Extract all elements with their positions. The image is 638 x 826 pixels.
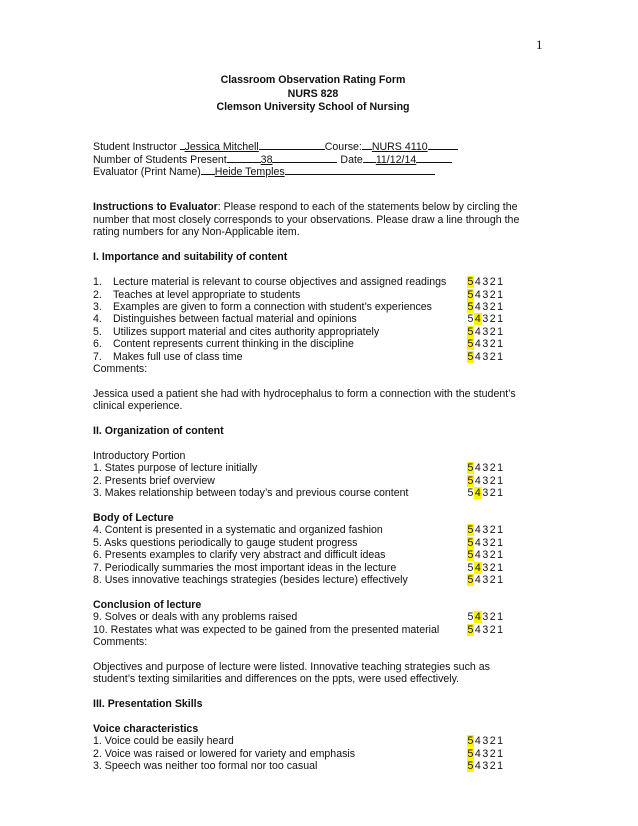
rating-option[interactable]: 3 bbox=[482, 561, 489, 574]
conclusion-items bbox=[93, 611, 533, 636]
rating-option[interactable]: 1 bbox=[497, 536, 504, 549]
rating-option[interactable]: 2 bbox=[489, 325, 497, 338]
rating-option[interactable]: 2 bbox=[489, 487, 497, 500]
item-number: 7. bbox=[93, 350, 102, 363]
item-text: 8. Uses innovative teachings strategies (besides lecture) effectively bbox=[93, 573, 408, 586]
rating-option[interactable]: 4 bbox=[474, 623, 482, 636]
form-title-line: Classroom Observation Rating Form bbox=[220, 74, 406, 86]
form-title bbox=[93, 74, 533, 115]
rating-item bbox=[93, 549, 533, 561]
item-number: 5. bbox=[93, 325, 102, 338]
rating-form bbox=[93, 74, 533, 773]
rating-option[interactable]: 2 bbox=[489, 288, 497, 301]
rating-option[interactable]: 5 bbox=[467, 747, 474, 760]
item-number: 2. bbox=[93, 288, 102, 301]
item-text: Makes full use of class time bbox=[113, 350, 243, 363]
item-text: 9. Solves or deals with any problems raised bbox=[93, 611, 298, 624]
course-value: NURS 4110 bbox=[371, 141, 428, 154]
item-text: 2. Voice was raised or lowered for variety and emphasis bbox=[93, 747, 356, 760]
date-label: Date bbox=[340, 153, 363, 166]
rating-scale bbox=[467, 487, 504, 499]
rating-option[interactable]: 1 bbox=[497, 747, 504, 760]
rating-scale bbox=[467, 574, 504, 586]
rating-option[interactable]: 4 bbox=[474, 300, 482, 313]
rating-option[interactable]: 3 bbox=[482, 300, 489, 313]
section-2-title: II. Organization of content bbox=[93, 425, 224, 438]
rating-option[interactable]: 3 bbox=[482, 487, 489, 500]
rating-option[interactable]: 5 bbox=[467, 325, 474, 338]
instructions-text: : Please respond to each of the statements below by circling the number that most closely corresponds to your observations. Please draw a line through the rating numbers for any Non-Applicable item. bbox=[93, 201, 520, 239]
voice-items bbox=[93, 735, 533, 772]
rating-item bbox=[93, 351, 533, 363]
item-text: Lecture material is relevant to course objectives and assigned readings bbox=[113, 276, 447, 289]
rating-option[interactable]: 5 bbox=[467, 300, 474, 313]
section-2-comments-label: Comments: bbox=[93, 635, 148, 648]
rating-option[interactable]: 1 bbox=[497, 276, 504, 289]
date-value: 11/12/14 bbox=[375, 153, 417, 166]
rating-scale bbox=[467, 624, 504, 636]
item-text: 5. Asks questions periodically to gauge student progress bbox=[93, 536, 358, 549]
rating-option[interactable]: 4 bbox=[474, 524, 482, 537]
rating-option[interactable]: 2 bbox=[489, 536, 497, 549]
rating-scale bbox=[467, 549, 504, 561]
rating-option[interactable]: 3 bbox=[482, 524, 489, 537]
rating-option[interactable]: 4 bbox=[474, 313, 482, 326]
rating-option[interactable]: 4 bbox=[474, 338, 482, 351]
rating-option[interactable]: 1 bbox=[497, 288, 504, 301]
rating-item bbox=[93, 276, 533, 288]
item-text: 2. Presents brief overview bbox=[93, 474, 215, 487]
rating-option[interactable]: 3 bbox=[482, 474, 489, 487]
item-text: Teaches at level appropriate to students bbox=[113, 288, 301, 301]
rating-option[interactable]: 4 bbox=[474, 462, 482, 475]
students-value: 38 bbox=[260, 153, 273, 166]
item-text: 1. States purpose of lecture initially bbox=[93, 462, 258, 475]
rating-option[interactable]: 3 bbox=[482, 611, 489, 624]
rating-scale bbox=[467, 276, 504, 288]
students-date-line bbox=[93, 152, 533, 164]
body-items bbox=[93, 524, 533, 586]
section-2-comment: Objectives and purpose of lecture were listed. Innovative teaching strategies such as student’s texting similarities and differences on the ppts, were used effectively. bbox=[93, 660, 490, 686]
rating-item bbox=[93, 574, 533, 586]
rating-option[interactable]: 1 bbox=[497, 487, 504, 500]
rating-option[interactable]: 5 bbox=[467, 760, 474, 773]
rating-option[interactable]: 5 bbox=[467, 313, 474, 326]
instructor-course-line bbox=[93, 139, 533, 154]
item-text: Distinguishes between factual material and opinions bbox=[113, 313, 357, 326]
rating-option[interactable]: 3 bbox=[482, 338, 489, 351]
rating-option[interactable]: 2 bbox=[489, 611, 497, 624]
rating-option[interactable]: 1 bbox=[497, 735, 504, 748]
intro-items bbox=[93, 462, 533, 499]
page-number: 1 bbox=[536, 37, 543, 52]
instructions bbox=[93, 201, 533, 239]
section-3-title: III. Presentation Skills bbox=[93, 698, 203, 711]
rating-option[interactable]: 1 bbox=[497, 611, 504, 624]
rating-option[interactable]: 2 bbox=[489, 573, 497, 586]
item-number: 3. bbox=[93, 300, 102, 313]
rating-item bbox=[93, 524, 533, 536]
rating-option[interactable]: 4 bbox=[474, 536, 482, 549]
rating-option[interactable]: 5 bbox=[467, 474, 474, 487]
rating-option[interactable]: 1 bbox=[497, 350, 504, 363]
rating-option[interactable]: 4 bbox=[474, 325, 482, 338]
course-code-title: NURS 828 bbox=[287, 87, 339, 100]
rating-option[interactable]: 2 bbox=[489, 462, 497, 475]
rating-option[interactable]: 2 bbox=[489, 300, 497, 313]
instructor-value: Jessica Mitchell bbox=[184, 141, 259, 154]
rating-item bbox=[93, 611, 533, 623]
rating-item bbox=[93, 338, 533, 350]
rating-option[interactable]: 3 bbox=[482, 536, 489, 549]
rating-scale bbox=[467, 351, 504, 363]
instructor-label: Student Instructor bbox=[93, 141, 177, 154]
rating-scale bbox=[467, 562, 504, 574]
rating-option[interactable]: 1 bbox=[497, 573, 504, 586]
rating-option[interactable]: 4 bbox=[474, 561, 482, 574]
rating-option[interactable]: 1 bbox=[497, 325, 504, 338]
rating-option[interactable]: 1 bbox=[497, 549, 504, 562]
rating-option[interactable]: 5 bbox=[467, 462, 474, 475]
rating-item bbox=[93, 487, 533, 499]
rating-option[interactable]: 5 bbox=[467, 561, 474, 574]
rating-option[interactable]: 1 bbox=[497, 561, 504, 574]
rating-option[interactable]: 3 bbox=[482, 735, 489, 748]
intro-heading: Introductory Portion bbox=[93, 450, 186, 463]
rating-scale bbox=[467, 326, 504, 338]
rating-option[interactable]: 1 bbox=[497, 623, 504, 636]
rating-item bbox=[93, 624, 533, 636]
rating-option[interactable]: 1 bbox=[497, 313, 504, 326]
item-text: 1. Voice could be easily heard bbox=[93, 735, 234, 748]
rating-option[interactable]: 3 bbox=[482, 288, 489, 301]
rating-item bbox=[93, 735, 533, 747]
rating-item bbox=[93, 301, 533, 313]
rating-option[interactable]: 3 bbox=[482, 760, 489, 773]
item-text: 4. Content is presented in a systematic and organized fashion bbox=[93, 524, 383, 537]
item-text: Content represents current thinking in the discipline bbox=[113, 338, 354, 351]
rating-option[interactable]: 1 bbox=[497, 300, 504, 313]
rating-option[interactable]: 2 bbox=[489, 735, 497, 748]
item-text: Examples are given to form a connection with student’s experiences bbox=[113, 300, 432, 313]
rating-option[interactable]: 2 bbox=[489, 474, 497, 487]
rating-scale bbox=[467, 537, 504, 549]
rating-option[interactable]: 4 bbox=[474, 549, 482, 562]
rating-option[interactable]: 2 bbox=[489, 747, 497, 760]
evaluator-value: Heide Temples bbox=[214, 166, 285, 179]
rating-scale bbox=[467, 475, 504, 487]
rating-scale bbox=[467, 301, 504, 313]
evaluator-line bbox=[93, 164, 533, 179]
school-name: Clemson University School of Nursing bbox=[216, 101, 410, 113]
voice-heading: Voice characteristics bbox=[93, 723, 199, 736]
rating-option[interactable]: 4 bbox=[474, 747, 482, 760]
rating-scale bbox=[467, 524, 504, 536]
rating-option[interactable]: 5 bbox=[467, 536, 474, 549]
rating-option[interactable]: 2 bbox=[489, 623, 497, 636]
item-text: 7. Periodically summaries the most important ideas in the lecture bbox=[93, 561, 397, 574]
instructions-label: Instructions to Evaluator bbox=[93, 201, 218, 214]
rating-scale bbox=[467, 313, 504, 325]
rating-option[interactable]: 5 bbox=[467, 623, 474, 636]
item-text: 3. Makes relationship between today’s and previous course content bbox=[93, 487, 409, 500]
item-number: 4. bbox=[93, 313, 102, 326]
rating-scale bbox=[467, 748, 504, 760]
section-1-comments-label: Comments: bbox=[93, 362, 148, 375]
rating-scale bbox=[467, 462, 504, 474]
rating-option[interactable]: 3 bbox=[482, 747, 489, 760]
rating-option[interactable]: 3 bbox=[482, 313, 489, 326]
rating-item bbox=[93, 760, 533, 772]
rating-option[interactable]: 4 bbox=[474, 760, 482, 773]
item-number: 6. bbox=[93, 338, 102, 351]
rating-scale bbox=[467, 760, 504, 772]
item-text: 6. Presents examples to clarify very abstract and difficult ideas bbox=[93, 549, 386, 562]
rating-item bbox=[93, 748, 533, 760]
rating-option[interactable]: 3 bbox=[482, 325, 489, 338]
rating-option[interactable]: 3 bbox=[482, 276, 489, 289]
evaluator-label: Evaluator (Print Name) bbox=[93, 166, 201, 179]
rating-item bbox=[93, 326, 533, 338]
rating-option[interactable]: 5 bbox=[467, 276, 474, 289]
rating-option[interactable]: 4 bbox=[474, 573, 482, 586]
rating-option[interactable]: 5 bbox=[467, 288, 474, 301]
rating-option[interactable]: 5 bbox=[467, 549, 474, 562]
rating-scale bbox=[467, 338, 504, 350]
rating-option[interactable]: 4 bbox=[474, 276, 482, 289]
rating-option[interactable]: 2 bbox=[489, 524, 497, 537]
rating-option[interactable]: 5 bbox=[467, 350, 474, 363]
rating-option[interactable]: 4 bbox=[474, 288, 482, 301]
rating-scale bbox=[467, 735, 504, 747]
rating-option[interactable]: 4 bbox=[474, 350, 482, 363]
item-text: 10. Restates what was expected to be gained from the presented material bbox=[93, 623, 440, 636]
rating-option[interactable]: 2 bbox=[489, 313, 497, 326]
rating-scale bbox=[467, 611, 504, 623]
rating-item bbox=[93, 475, 533, 487]
rating-option[interactable]: 5 bbox=[467, 735, 474, 748]
rating-option[interactable]: 2 bbox=[489, 276, 497, 289]
students-label: Number of Students Present bbox=[93, 153, 227, 166]
rating-item bbox=[93, 462, 533, 474]
rating-option[interactable]: 2 bbox=[489, 549, 497, 562]
rating-option[interactable]: 1 bbox=[497, 462, 504, 475]
rating-item bbox=[93, 537, 533, 549]
rating-option[interactable]: 2 bbox=[489, 338, 497, 351]
rating-option[interactable]: 3 bbox=[482, 573, 489, 586]
rating-scale bbox=[467, 289, 504, 301]
rating-option[interactable]: 5 bbox=[467, 573, 474, 586]
rating-option[interactable]: 3 bbox=[482, 623, 489, 636]
rating-option[interactable]: 3 bbox=[482, 549, 489, 562]
conclusion-heading: Conclusion of lecture bbox=[93, 598, 202, 611]
item-text: 3. Speech was neither too formal nor too casual bbox=[93, 760, 318, 773]
rating-option[interactable]: 4 bbox=[474, 487, 482, 500]
item-text: Utilizes support material and cites authority appropriately bbox=[113, 325, 380, 338]
rating-item bbox=[93, 562, 533, 574]
rating-option[interactable]: 1 bbox=[497, 524, 504, 537]
rating-option[interactable]: 5 bbox=[467, 524, 474, 537]
item-number: 1. bbox=[93, 276, 102, 289]
rating-option[interactable]: 3 bbox=[482, 462, 489, 475]
rating-option[interactable]: 4 bbox=[474, 474, 482, 487]
rating-item bbox=[93, 313, 533, 325]
rating-option[interactable]: 5 bbox=[467, 487, 474, 500]
section-1-items bbox=[93, 276, 533, 363]
rating-option[interactable]: 5 bbox=[467, 611, 474, 624]
body-heading: Body of Lecture bbox=[93, 512, 174, 525]
course-label: Course: bbox=[324, 141, 362, 154]
section-1-comment: Jessica used a patient she had with hydrocephalus to form a connection with the student’s clinical experience. bbox=[93, 387, 516, 413]
rating-option[interactable]: 2 bbox=[489, 760, 497, 773]
rating-option[interactable]: 3 bbox=[482, 350, 489, 363]
rating-option[interactable]: 1 bbox=[497, 760, 504, 773]
section-1-title: I. Importance and suitability of content bbox=[93, 251, 288, 264]
rating-option[interactable]: 1 bbox=[497, 474, 504, 487]
rating-option[interactable]: 2 bbox=[489, 561, 497, 574]
rating-option[interactable]: 2 bbox=[489, 350, 497, 363]
rating-option[interactable]: 4 bbox=[474, 611, 482, 624]
rating-option[interactable]: 5 bbox=[467, 338, 474, 351]
rating-item bbox=[93, 289, 533, 301]
rating-option[interactable]: 4 bbox=[474, 735, 482, 748]
rating-option[interactable]: 1 bbox=[497, 338, 504, 351]
